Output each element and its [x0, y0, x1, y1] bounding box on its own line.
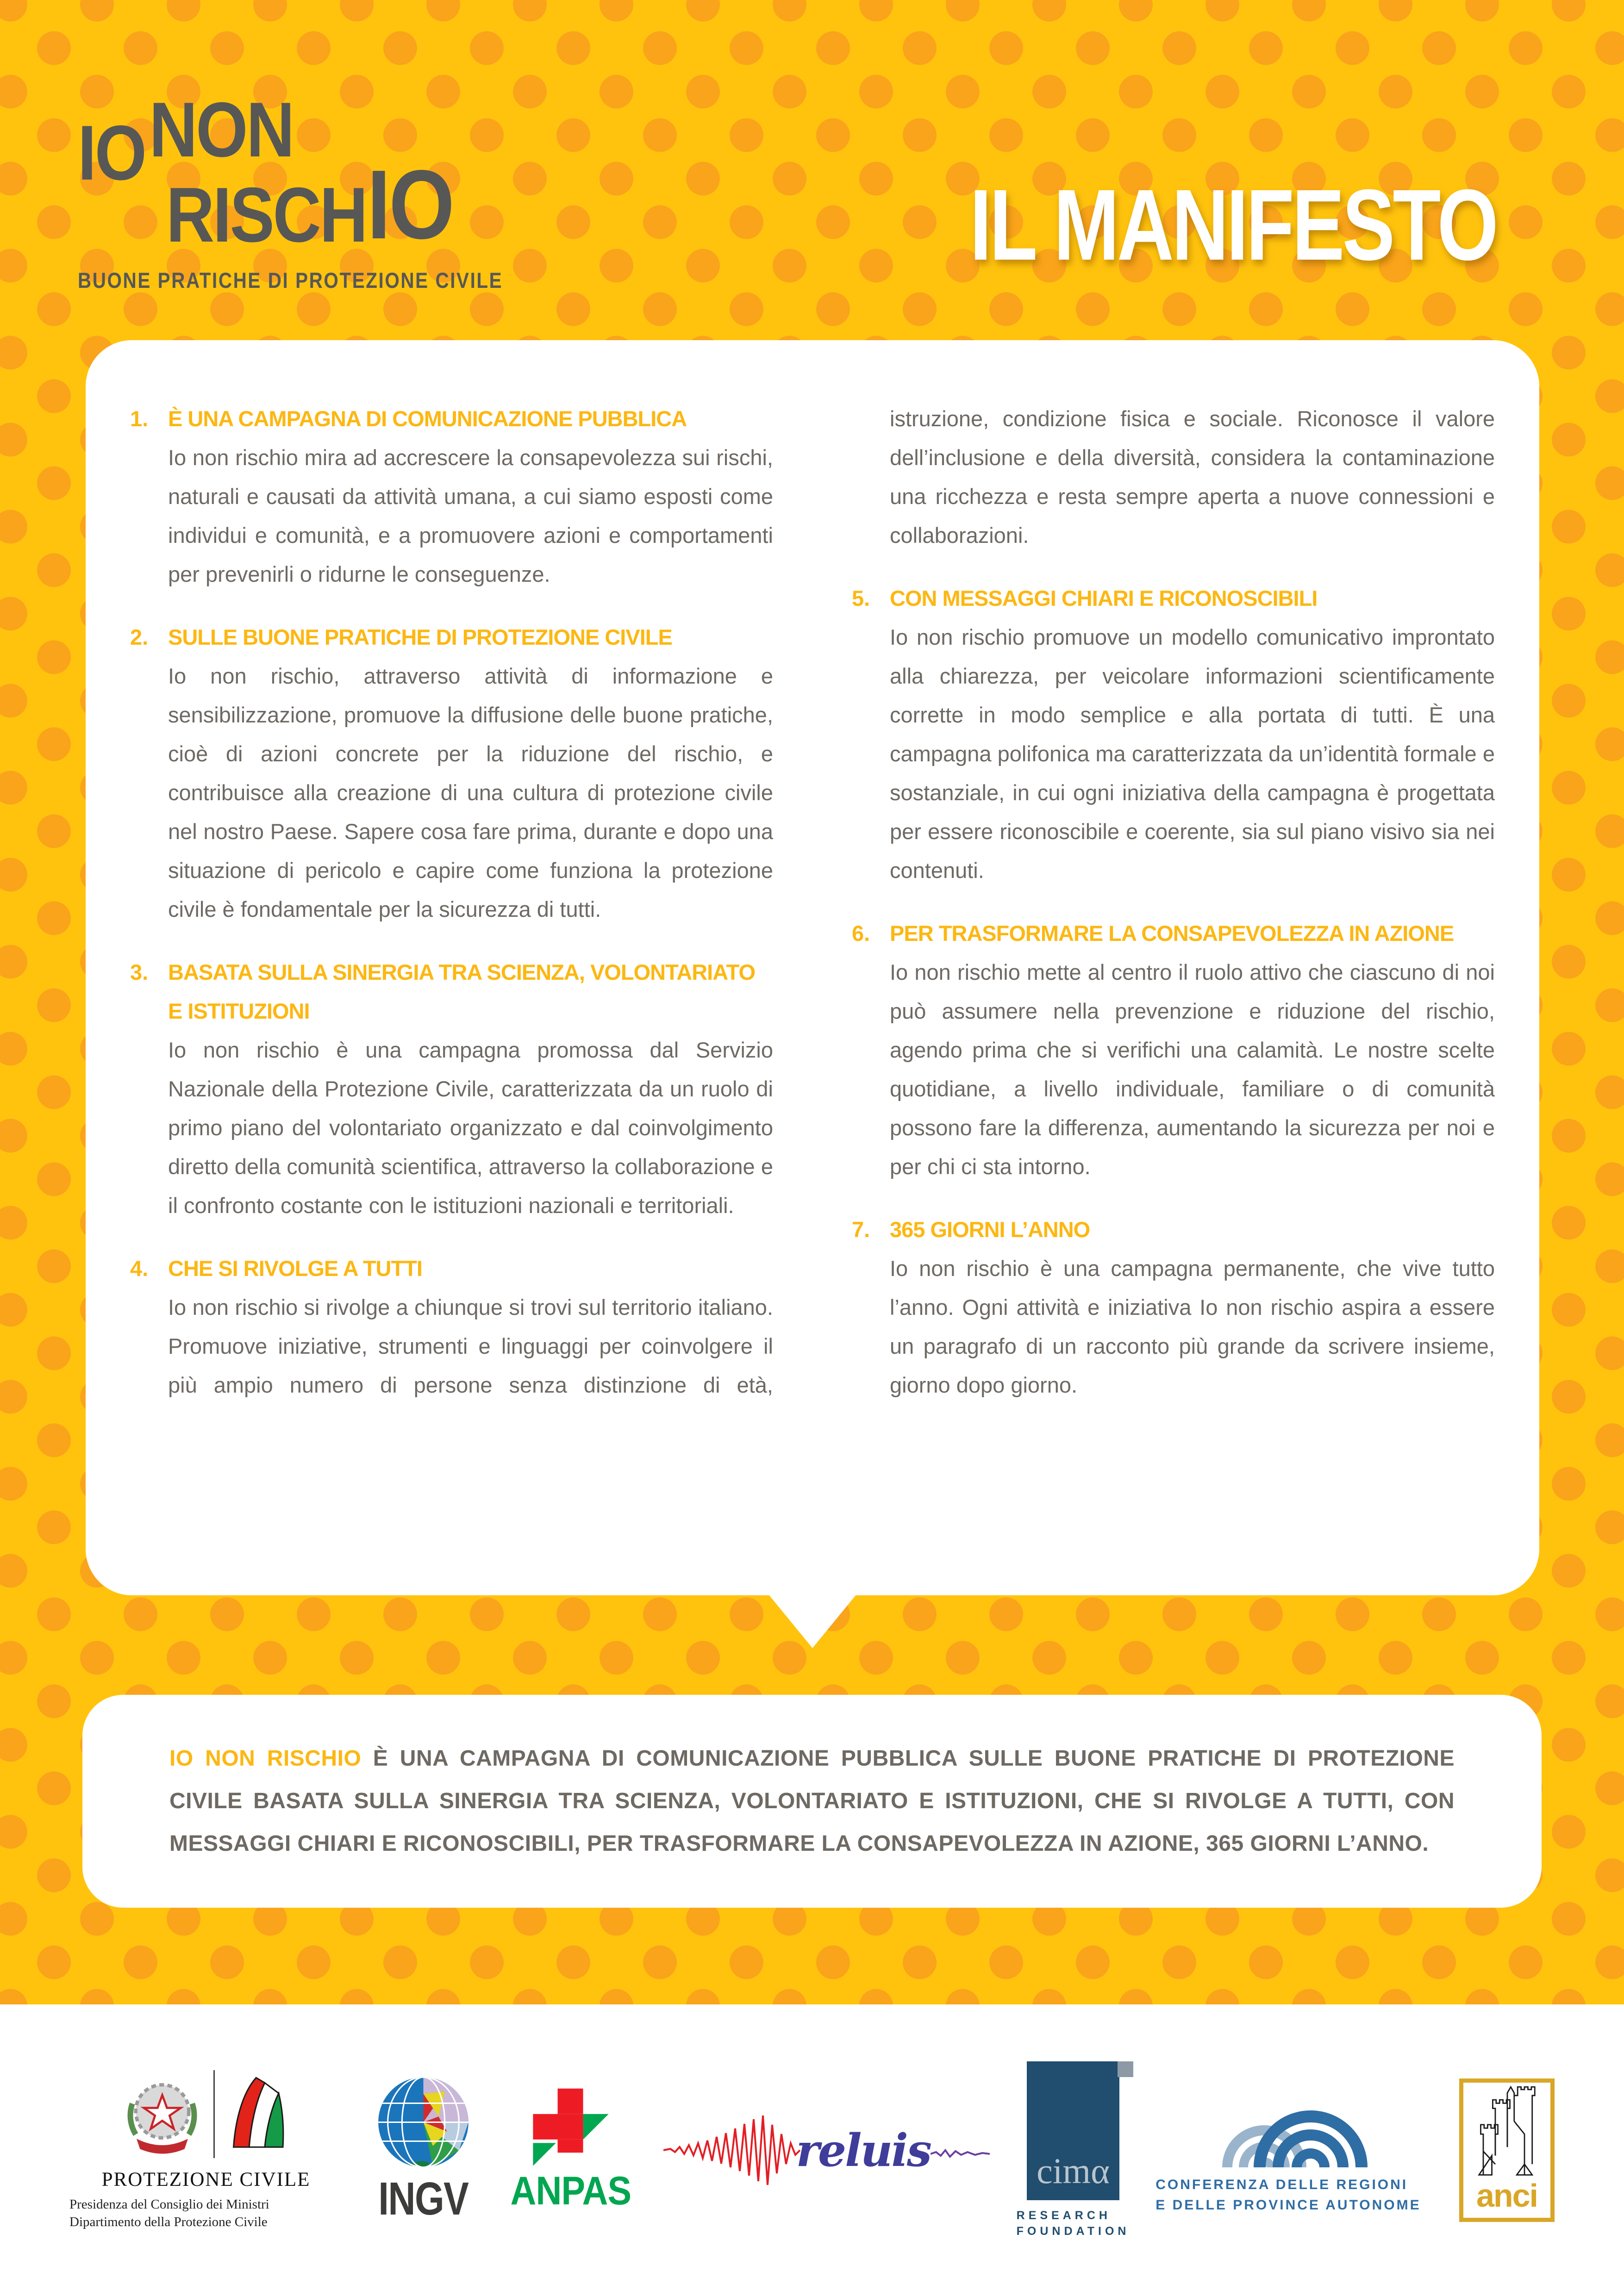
anci-towers-icon: [1468, 2083, 1546, 2177]
protezione-civile-title: PROTEZIONE CIVILE: [101, 2168, 311, 2190]
cima-label: cimα: [1037, 2151, 1110, 2191]
item-number: 4.: [130, 1256, 149, 1281]
item-heading: BASATA SULLA SINERGIA TRA SCIENZA, VOLONTARIATO E ISTITUZIONI: [168, 960, 756, 1023]
summary-text: È UNA CAMPAGNA DI COMUNICAZIONE PUBBLICA SULLE BUONE PRATICHE DI PROTEZIONE CIVILE BASATA SULLA SINERGIA TRA SCIENZA, VOLONTARIATO E ISTITUZIONI, CHE SI RIVOLGE A TUTTI, CON MESSAGGI CHIARI E RICONOSCIBILI, PER TRASFORMARE LA CONSAPEVOLEZZA IN AZIONE, 365 GIORNI L’ANNO.: [169, 1746, 1455, 1856]
protezione-civile-line1: Presidenza del Consiglio dei Ministri: [69, 2196, 269, 2212]
logo-tagline: BUONE PRATICHE DI PROTEZIONE CIVILE: [78, 268, 503, 292]
logo-anpas: [504, 2086, 638, 2214]
manifesto-item-5: [852, 579, 1495, 890]
item-body: Io non rischio, attraverso attività di informazione e sensibilizzazione, promuove la diffusione delle buone pratiche, cioè di azioni concrete per la riduzione del rischio, e contribuisce alla creazione di una cultura di protezione civile nel nostro Paese. Sapere cosa fare prima, durante e dopo una situazione di pericolo e capire come funziona la protezione civile è fondamentale per la sicurezza di tutti.: [168, 664, 773, 921]
conferenza-caption: [1156, 2175, 1433, 2215]
item-heading: CHE SI RIVOLGE A TUTTI: [168, 1256, 422, 1281]
logo-word-io-2: IO: [367, 149, 453, 259]
item-body: Io non rischio è una campagna permanente, che vive tutto l’anno. Ogni attività e iniziativa Io non rischio aspira a essere un paragrafo di un racconto più grande da scrivere insieme, giorno dopo giorno.: [890, 1256, 1495, 1397]
manifesto-card: [86, 340, 1539, 1595]
manifesto-item-3: [130, 953, 773, 1225]
logo-divider: [213, 2070, 215, 2158]
item-heading: È UNA CAMPAGNA DI COMUNICAZIONE PUBBLICA: [168, 406, 687, 431]
ingv-globe-icon: [376, 2075, 471, 2170]
item-number: 6.: [852, 921, 870, 946]
item-number: 7.: [852, 1217, 870, 1242]
item-heading: 365 GIORNI L’ANNO: [890, 1217, 1090, 1242]
logo-word-non: NON: [149, 86, 293, 173]
manifesto-item-1: [130, 399, 773, 594]
item-heading: SULLE BUONE PRATICHE DI PROTEZIONE CIVILE: [168, 625, 672, 649]
item-heading: PER TRASFORMARE LA CONSAPEVOLEZZA IN AZIONE: [890, 921, 1454, 946]
cima-caption-line1: RESEARCH: [1016, 2209, 1111, 2222]
manifesto-item-7: [852, 1210, 1495, 1405]
item-number: 3.: [130, 960, 149, 984]
seismograph-trace-icon: [663, 2106, 802, 2194]
protezione-civile-line2: Dipartimento della Protezione Civile: [69, 2214, 268, 2229]
summary-card: [82, 1695, 1542, 1908]
manifesto-item-6: [852, 914, 1495, 1186]
logo-conferenza-regioni: [1156, 2085, 1433, 2215]
anpas-cross-icon: [527, 2086, 615, 2172]
cima-caption-line2: FOUNDATION: [1016, 2225, 1130, 2238]
logo-cima: [1017, 2061, 1130, 2239]
item-body: Io non rischio mira ad accrescere la consapevolezza sui rischi, naturali e causati da attività umana, a cui siamo esposti come individui e comunità, e a promuovere azioni e comportamenti per prevenirli o ridurne le conseguenze.: [168, 445, 773, 586]
logo-protezione-civile: [69, 2070, 343, 2231]
logo-anci: [1459, 2078, 1555, 2222]
item-body: Io non rischio si rivolge a chiunque si trovi sul territorio italiano. Promuove iniziative, strumenti e linguaggi per coinvolgere il più ampio numero di persone senza distinzione di età, istruzione, condizione fisica e sociale. Riconosce il valore dell’inclusione e della diversità, considera la contaminazione una ricchezza e resta sempre aperta a nuove connessioni e collaborazioni.: [168, 406, 1495, 1397]
item-number: 5.: [852, 586, 870, 610]
manifesto-columns: [130, 399, 1495, 1554]
item-body: Io non rischio è una campagna promossa dal Servizio Nazionale della Protezione Civile, caratterizzata da un ruolo di primo piano del volontariato organizzato e dal coinvolgimento diretto della comunità scientifica, attraverso la collaborazione e il confronto costante con le istituzioni nazionali e territoriali.: [168, 1038, 773, 1218]
logo-word-io: IO: [78, 109, 145, 196]
ingv-label: INGV: [378, 2173, 468, 2225]
partner-logos-footer: [0, 2004, 1624, 2296]
item-number: 2.: [130, 625, 149, 649]
logo-word-risch: RISCH: [166, 171, 367, 258]
page-title: IL MANIFESTO: [969, 169, 1496, 281]
cima-square-icon: [1118, 2061, 1133, 2077]
logo-reluis: [663, 2106, 990, 2194]
logo-ingv: [369, 2075, 478, 2226]
protezione-civile-subtitle: [69, 2196, 343, 2231]
cima-box-icon: [1027, 2061, 1119, 2200]
reluis-label: reluis: [796, 2124, 931, 2177]
item-number: 1.: [130, 406, 149, 431]
reluis-trace-tail-icon: [931, 2136, 991, 2164]
item-body: Io non rischio mette al centro il ruolo attivo che ciascuno di noi può assumere nella prevenzione e riduzione del rischio, agendo prima che si verifichi una calamità. Le nostre scelte quotidiane, a livello individuale, familiare o di comunità possono fare la differenza, aumentando la sicurezza per noi e per chi ci sta intorno.: [890, 960, 1495, 1179]
summary-paragraph: [169, 1737, 1455, 1865]
cima-caption: [1017, 2208, 1130, 2239]
io-non-rischio-logo: [78, 86, 503, 292]
item-heading: CON MESSAGGI CHIARI E RICONOSCIBILI: [890, 586, 1318, 610]
speech-bubble-tail: [768, 1594, 856, 1648]
manifesto-item-2: [130, 618, 773, 929]
item-body: Io non rischio promuove un modello comunicativo improntato alla chiarezza, per veicolare informazioni scientificamente corrette in modo semplice e alla portata di tutti. È una campagna polifonica ma caratterizzata da un’identità formale e sostanziale, in cui ogni iniziativa della campagna è progettata per essere riconoscibile e coerente, sia sul piano visivo sia nei contenuti.: [890, 625, 1495, 883]
summary-highlight: IO NON RISCHIO: [169, 1746, 362, 1771]
anci-label: anci: [1476, 2178, 1538, 2214]
conferenza-line1: CONFERENZA DELLE REGIONI: [1156, 2177, 1408, 2192]
italian-republic-emblem-icon: [119, 2070, 205, 2158]
conferenza-line2: E DELLE PROVINCE AUTONOME: [1156, 2197, 1421, 2213]
protezione-civile-tricolor-icon: [223, 2070, 293, 2158]
arches-icon: [1218, 2085, 1371, 2168]
anpas-label: ANPAS: [510, 2169, 631, 2213]
protezione-civile-icons: [119, 2070, 293, 2158]
